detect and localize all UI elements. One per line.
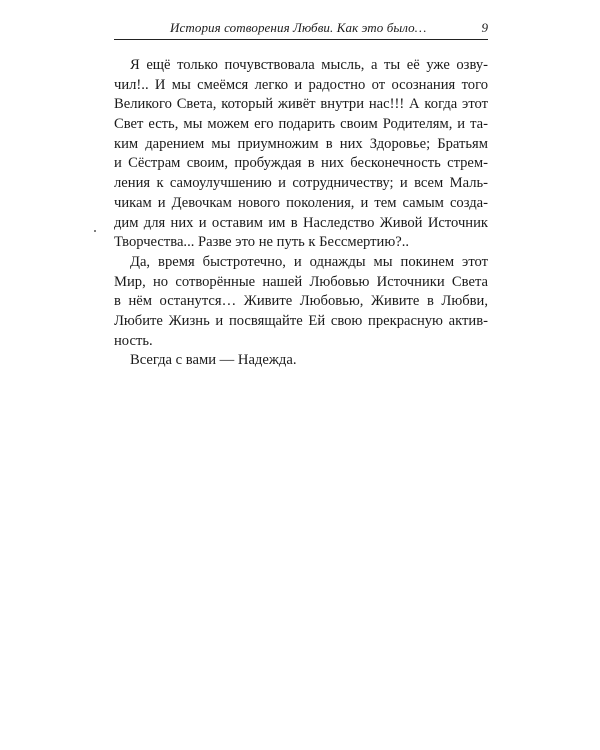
running-head: [114, 18, 488, 38]
page-number: 9: [481, 20, 488, 35]
text-line: Да, время быстротечно, и однажды мы покинем этот: [130, 253, 488, 270]
signature-paragraph: [114, 351, 488, 371]
margin-dot: [94, 230, 96, 232]
text-line: ность.: [114, 332, 153, 349]
text-line: ким дарением мы приумножим в них Здоровье; Братьям: [114, 135, 488, 152]
text-line: Свет есть, мы можем его подарить своим Родителям, и та-: [114, 116, 488, 133]
text-line: в нём останутся… Живите Любовью, Живите в Любви,: [114, 293, 488, 310]
signature-line: Всегда с вами — Надежда.: [130, 352, 297, 369]
text-line: дим для них и оставим им в Наследство Живой Источник: [114, 214, 488, 231]
body-text: [114, 56, 488, 371]
paragraph-1: [114, 56, 488, 253]
paragraph-2: [114, 253, 488, 351]
text-line: Я ещё только почувствовала мысль, а ты её уже озву-: [130, 57, 488, 73]
text-line: ления к самоулучшению и сотрудничеству; и всем Маль-: [114, 175, 488, 192]
text-line: Мир, но сотворённые нашей Любовью Источники Света: [114, 273, 488, 290]
text-line: Любите Жизнь и посвящайте Ей свою прекрасную актив-: [114, 312, 488, 329]
running-title: История сотворения Любви. Как это было…: [170, 20, 427, 35]
text-line: и Сёстрам своим, пробуждая в них бесконечность стрем-: [114, 155, 488, 172]
text-line: Великого Света, который живёт внутри нас!!! А когда этот: [114, 96, 488, 113]
text-line: чикам и Девочкам нового поколения, и тем самым созда-: [114, 194, 488, 211]
text-line: Творчества... Разве это не путь к Бессмертию?..: [114, 234, 410, 251]
text-line: чил!.. И мы смеёмся легко и радостно от осознания того: [114, 76, 488, 93]
header-rule: [114, 39, 488, 40]
